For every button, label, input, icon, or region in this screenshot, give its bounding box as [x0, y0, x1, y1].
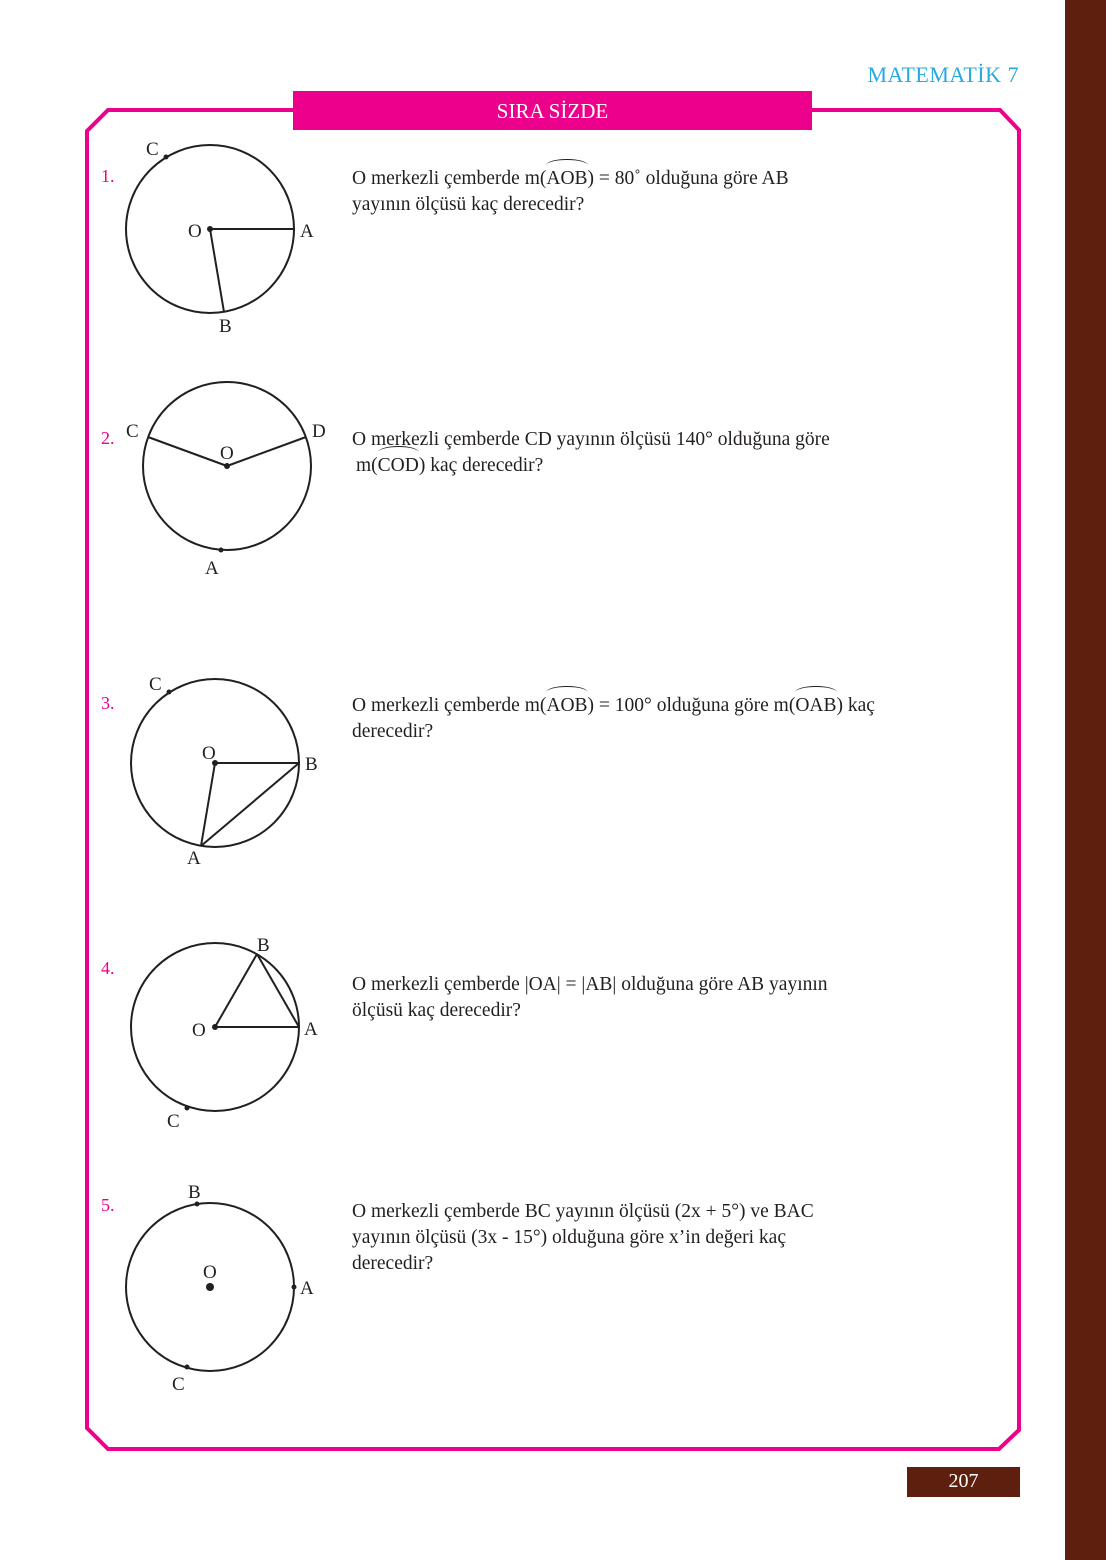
- label-o: O: [202, 743, 216, 764]
- section-title: SIRA SİZDE: [496, 99, 609, 123]
- label-b: B: [305, 754, 318, 775]
- label-c: C: [146, 139, 159, 160]
- point-o: [206, 1283, 214, 1291]
- radius-oa: [201, 763, 215, 846]
- segment-ob: [215, 954, 257, 1027]
- question-3-line-2: derecedir?: [352, 721, 434, 742]
- label-b: B: [188, 1182, 201, 1203]
- arc-symbol: AOB: [546, 166, 587, 192]
- label-b: B: [257, 935, 270, 956]
- chord-ab: [257, 954, 299, 1027]
- question-4-line-2: ölçüsü kaç derecedir?: [352, 1000, 521, 1021]
- chord-ab: [201, 763, 299, 846]
- radius-oc: [148, 437, 227, 466]
- label-c: C: [167, 1111, 180, 1132]
- question-4-line-1: O merkezli çemberde |OA| = |AB| olduğuna göre AB yayının: [352, 974, 828, 995]
- question-number: 2.: [101, 428, 115, 448]
- question-2-line-1: O merkezli çemberde CD yayının ölçüsü 140° olduğuna göre: [352, 429, 830, 450]
- point-c: [167, 690, 172, 695]
- radius-od: [227, 437, 306, 466]
- label-b: B: [219, 316, 232, 337]
- page-number: 207: [948, 1470, 979, 1492]
- label-o: O: [203, 1262, 217, 1283]
- question-1-line-1: O merkezli çemberde m(AOB) = 80˚ olduğuna göre AB: [352, 166, 972, 192]
- point-a: [292, 1285, 297, 1290]
- label-c: C: [172, 1374, 185, 1395]
- question-number: 1.: [101, 166, 115, 186]
- point-c: [185, 1106, 190, 1111]
- point-o: [212, 1024, 218, 1030]
- label-o: O: [188, 221, 202, 242]
- arc-symbol: OAB: [795, 693, 836, 719]
- label-c: C: [149, 674, 162, 695]
- question-5-line-2: yayının ölçüsü (3x - 15°) olduğuna göre x’in değeri kaç: [352, 1227, 786, 1248]
- arc-symbol: AOB: [546, 693, 587, 719]
- label-o: O: [192, 1020, 206, 1041]
- question-2-line-2: m(COD) kaç derecedir?: [352, 453, 972, 479]
- point-o: [207, 226, 213, 232]
- label-d: D: [312, 421, 326, 442]
- question-1-line-2: yayının ölçüsü kaç derecedir?: [352, 194, 585, 215]
- label-a: A: [304, 1019, 318, 1040]
- question-3-line-1: O merkezli çemberde m(AOB) = 100° olduğuna göre m(OAB) kaç: [352, 693, 972, 719]
- point-a: [219, 548, 224, 553]
- point-c: [185, 1365, 190, 1370]
- book-title: MATEMATİK 7: [867, 62, 1019, 87]
- page-number-box: [907, 1467, 1020, 1497]
- question-number: 4.: [101, 958, 115, 978]
- arc-symbol: COD: [378, 453, 419, 479]
- label-a: A: [205, 558, 219, 579]
- question-number: 5.: [101, 1195, 115, 1215]
- question-5-line-1: O merkezli çemberde BC yayının ölçüsü (2x + 5°) ve BAC: [352, 1201, 814, 1222]
- label-a: A: [187, 848, 201, 869]
- label-o: O: [220, 443, 234, 464]
- radius-ob: [210, 229, 224, 312]
- question-number: 3.: [101, 693, 115, 713]
- question-5-line-3: derecedir?: [352, 1253, 434, 1274]
- label-c: C: [126, 421, 139, 442]
- label-a: A: [300, 1278, 314, 1299]
- label-a: A: [300, 221, 314, 242]
- point-c: [164, 155, 169, 160]
